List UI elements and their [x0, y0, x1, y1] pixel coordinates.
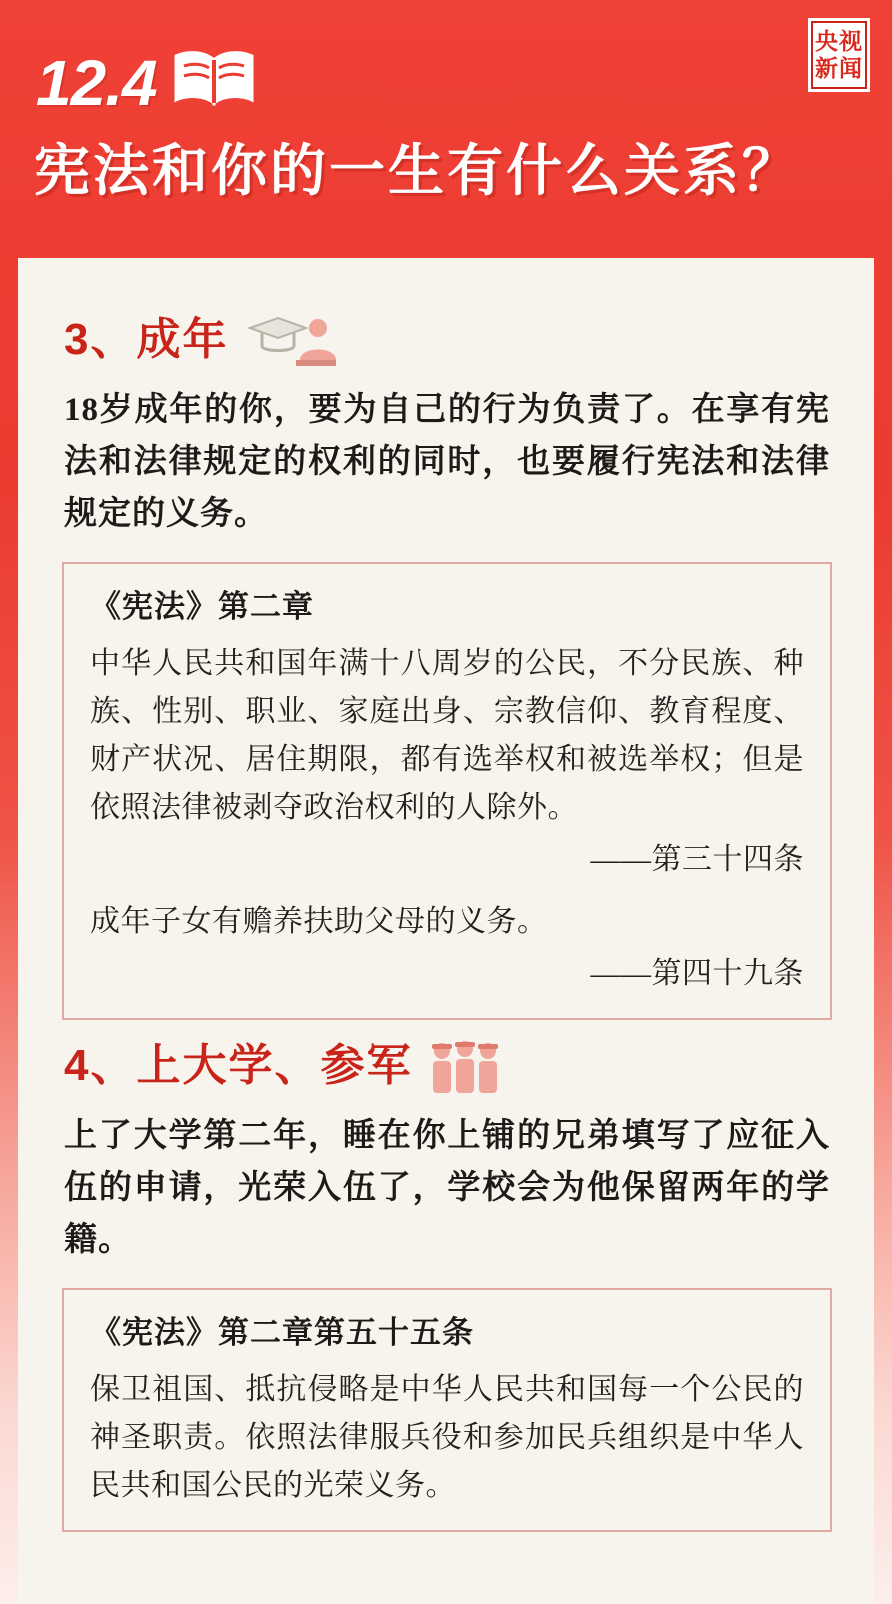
graduation-cap-icon: [244, 312, 336, 368]
section-paragraph: 18岁成年的你，要为自己的行为负责了。在享有宪法和法律规定的权利的同时，也要履行宪法和法律规定的义务。: [64, 392, 830, 532]
page-title: 宪法和你的一生有什么关系？: [34, 139, 801, 202]
quote-title: 《宪法》第二章第五十五条: [90, 1315, 474, 1350]
section-title: 4、上大学、参军: [64, 1041, 413, 1090]
content-card: [18, 258, 874, 1588]
date-label: 12.4: [36, 47, 157, 119]
section-paragraph: 上了大学第二年，睡在你上铺的兄弟填写了应征入伍的申请，光荣入伍了，学校会为他保留两年的学籍。: [64, 1118, 830, 1258]
quote-source: ——第三十四条: [590, 843, 804, 876]
section-heading: [64, 1038, 834, 1094]
section-college-military: [58, 1038, 834, 1532]
quote-source: ——第四十九条: [590, 957, 804, 990]
quote-text: 保卫祖国、抵抗侵略是中华人民共和国每一个公民的神圣职责。依照法律服兵役和参加民兵组织是中华人民共和国公民的光荣义务。: [90, 1373, 804, 1502]
soldiers-icon: [428, 1038, 502, 1094]
date-row: [36, 46, 257, 119]
quote-spacer: [90, 884, 804, 898]
section-heading: [64, 312, 834, 368]
quote-box-constitution-art55: [62, 1288, 832, 1532]
quote-box-constitution-ch2: [62, 562, 832, 1020]
section-title: 3、成年: [64, 315, 229, 364]
quote-text: 中华人民共和国年满十八周岁的公民，不分民族、种族、性别、职业、家庭出身、宗教信仰、教育程度、财产状况、居住期限，都有选举权和被选举权；但是依照法律被剥夺政治权利的人除外。: [90, 647, 804, 824]
section-adulthood: [58, 312, 834, 1020]
quote-text: 成年子女有赡养扶助父母的义务。: [90, 905, 548, 938]
card-bottom-edge: [18, 1588, 874, 1604]
quote-title: 《宪法》第二章: [90, 589, 314, 624]
logo-line-1: 央视: [815, 28, 863, 54]
poster-header: [0, 0, 892, 256]
open-book-icon: [171, 46, 257, 113]
logo-line-2: 新闻: [815, 55, 863, 81]
cctv-news-logo: [808, 18, 870, 92]
